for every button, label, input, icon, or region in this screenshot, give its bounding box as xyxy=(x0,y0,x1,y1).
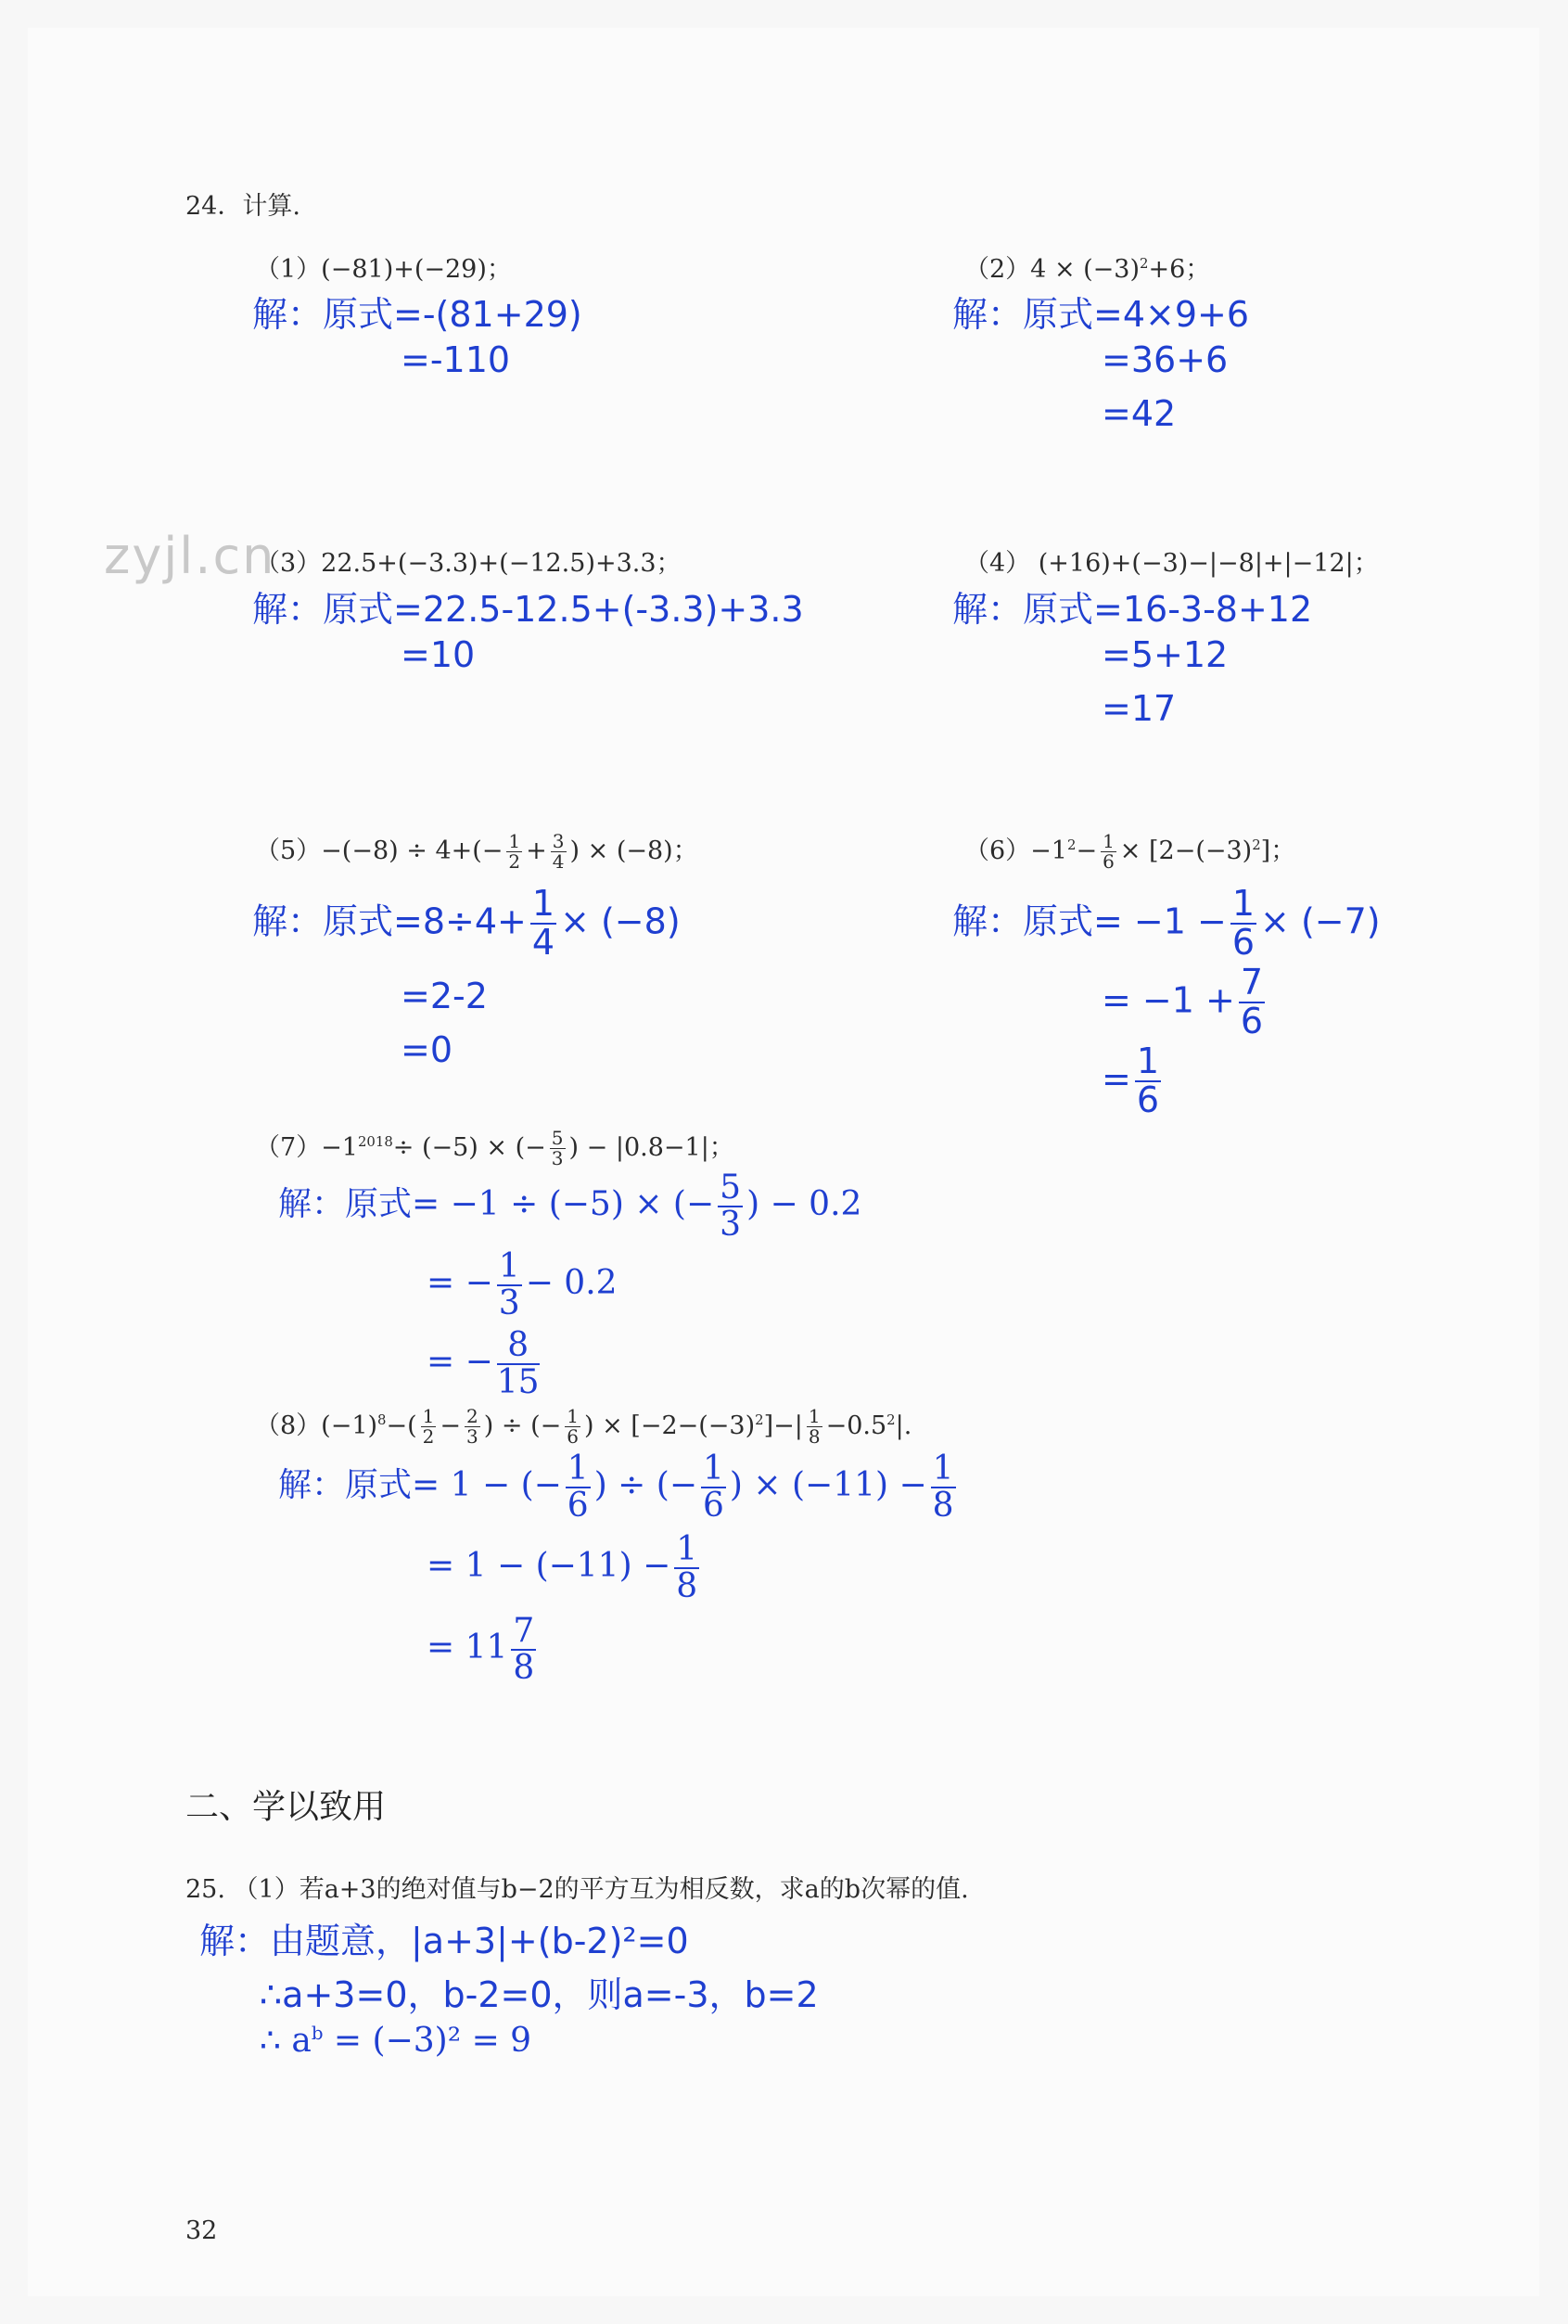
problem-6-step-2: = −1 + $\frac{7}{6}$ xyxy=(1102,962,1264,1041)
fraction: $\frac{5}{3}$ xyxy=(551,1127,564,1169)
fraction: $\frac{5}{3}$ xyxy=(720,1168,742,1244)
problem-7-step-3: = − $\frac{8}{15}$ xyxy=(427,1326,540,1401)
problem-3-step-1: 解：原式=22.5-12.5+(-3.3)+3.3 xyxy=(252,589,804,630)
problem-8-step-2: = 1 − (−11) − $\frac{1}{8}$ xyxy=(427,1530,698,1605)
question-25-label: 25. （1）若a+3的绝对值与b−2的平方互为相反数，求a的b次幂的值. xyxy=(185,1875,969,1904)
problem-6-step-1: 解：原式= −1 − $\frac{1}{6}$ × (−7) xyxy=(952,883,1381,963)
problem-4-step-2: =5+12 xyxy=(1102,634,1229,675)
question-25-step-3: ∴ $a^b = (-3)^2 = 9$ xyxy=(260,2022,532,2060)
fraction: $\frac{1}{3}$ xyxy=(498,1247,520,1322)
fraction: $\frac{1}{6}$ xyxy=(1231,883,1256,963)
problem-5-label: （5）−(−8) ÷ 4+(− $\frac{1}{2}$ + $\frac{3}{4}$ ) × (−8)； xyxy=(255,830,698,873)
fraction: $\frac{1}{8}$ xyxy=(932,1449,954,1525)
watermark: zyjl.cn xyxy=(104,527,276,585)
problem-4-step-1: 解：原式=16-3-8+12 xyxy=(952,589,1313,630)
fraction: $\frac{1}{2}$ xyxy=(508,830,521,873)
fraction: $\frac{7}{6}$ xyxy=(1240,962,1264,1041)
question-25-step-1: 解：由题意，|a+3|+(b-2)²=0 xyxy=(199,1921,689,1961)
fraction: $\frac{8}{15}$ xyxy=(496,1326,540,1401)
fraction: $\frac{1}{6}$ xyxy=(567,1405,579,1448)
fraction: $\frac{7}{8}$ xyxy=(513,1612,535,1687)
question-25-step-2: ∴a+3=0，b-2=0，则a=-3，b=2 xyxy=(260,1974,819,2015)
problem-7-step-1: 解：原式= −1 ÷ (−5) × (− $\frac{5}{3}$ ) − 0.2 xyxy=(278,1168,862,1244)
problem-2-label: $(2)4 \times (-3)^2+6$； xyxy=(964,255,1211,284)
problem-5-step-2: =2-2 xyxy=(401,976,488,1016)
question-24-title: 24．计算. xyxy=(185,192,300,221)
problem-8-step-1: 解：原式= 1 − (− $\frac{1}{6}$ ) ÷ (− $\frac{1}{6}$ ) × (−11) − $\frac{1}{8}$ xyxy=(278,1449,954,1525)
page-number: 32 xyxy=(185,2216,218,2245)
fraction: $\frac{3}{4}$ xyxy=(552,830,565,873)
problem-6-label: $(6)-1^2-$ $\frac{1}{6}$ × $[2-(-3)^2]$； xyxy=(964,830,1296,873)
problem-2-step-2: =36+6 xyxy=(1102,339,1229,380)
problem-4-label: （4） (+16)+(−3)−|−8|+|−12|； xyxy=(964,549,1379,578)
problem-7-step-2: = − $\frac{1}{3}$ − 0.2 xyxy=(427,1247,618,1322)
problem-5-step-3: =0 xyxy=(401,1029,453,1070)
fraction: $\frac{1}{6}$ xyxy=(1136,1041,1160,1120)
problem-4-step-3: =17 xyxy=(1102,688,1177,729)
fraction: $\frac{1}{4}$ xyxy=(531,883,555,963)
problem-3-step-2: =10 xyxy=(401,634,476,675)
fraction: $\frac{1}{6}$ xyxy=(703,1449,724,1525)
fraction: $\frac{1}{6}$ xyxy=(567,1449,589,1525)
fraction: $\frac{2}{3}$ xyxy=(466,1405,478,1448)
problem-8-step-3: = 11 $\frac{7}{8}$ xyxy=(427,1612,535,1687)
problem-7-label: $(7)-1^{2018}\div (-5)$ × (− $\frac{5}{3}$ ) − |0.8−1|； xyxy=(255,1127,734,1169)
fraction: $\frac{1}{6}$ xyxy=(1103,830,1115,873)
fraction: $\frac{1}{8}$ xyxy=(676,1530,698,1605)
problem-1-label: （1）(−81)+(−29)； xyxy=(255,255,512,284)
problem-2-step-1: 解：原式=4×9+6 xyxy=(952,294,1250,335)
problem-2-step-3: =42 xyxy=(1102,393,1177,434)
problem-8-label: $(8)(-1)^8-$( $\frac{1}{2}$ − $\frac{2}{3}$ ) ÷ (− $\frac{1}{6}$ ) × $[-2-(-3)^2]-|$ $\frac{1}{8}$ $-0.5^2|$. xyxy=(255,1405,912,1448)
section-heading: 二、学以致用 xyxy=(185,1788,387,1826)
problem-6-step-3: = $\frac{1}{6}$ xyxy=(1102,1041,1160,1120)
fraction: $\frac{1}{8}$ xyxy=(808,1405,821,1448)
problem-1-step-2: =-110 xyxy=(401,339,511,380)
problem-5-step-1: 解：原式=8÷4+ $\frac{1}{4}$ × (−8) xyxy=(252,883,681,963)
problem-1-step-1: 解：原式=-(81+29) xyxy=(252,294,582,335)
fraction: $\frac{1}{2}$ xyxy=(422,1405,435,1448)
problem-3-label: （3）22.5+(−3.3)+(−12.5)+3.3； xyxy=(255,549,682,578)
